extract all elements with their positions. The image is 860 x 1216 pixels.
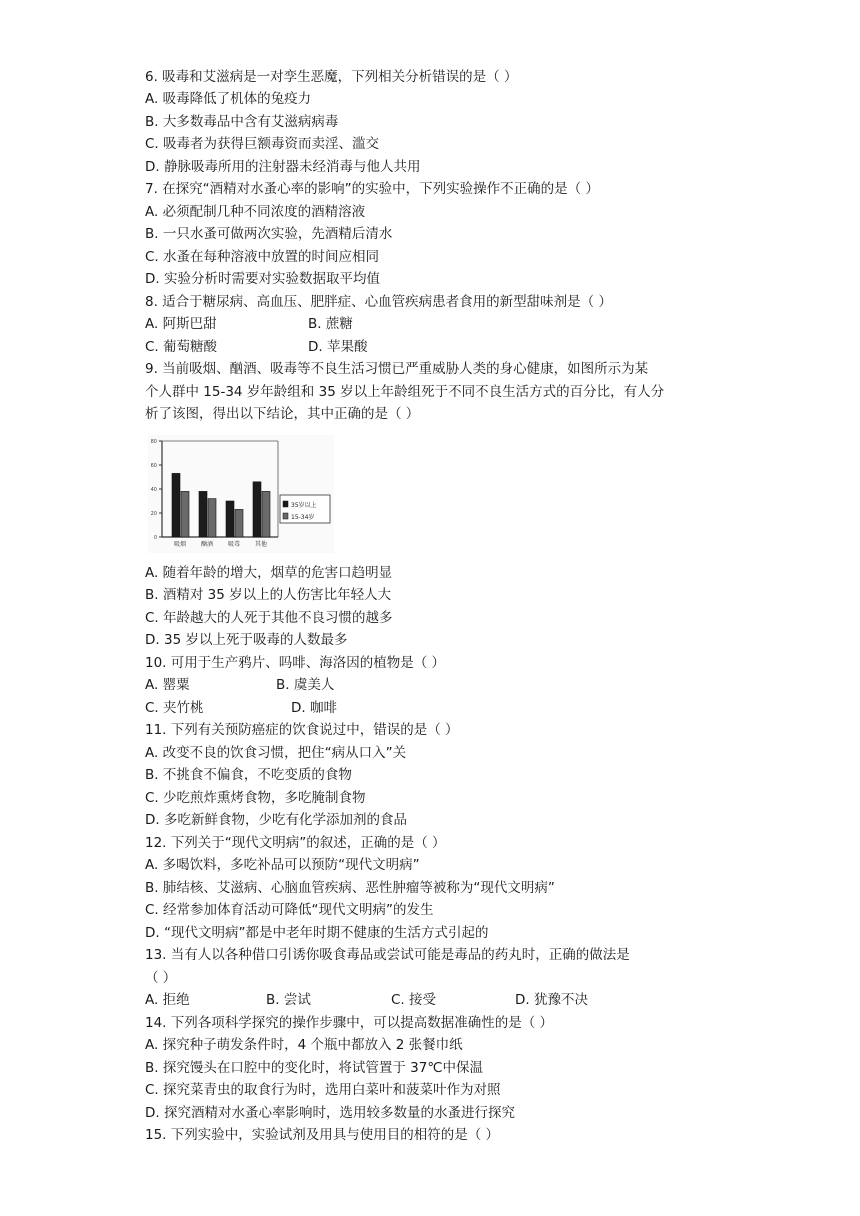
chart-bar xyxy=(199,491,207,537)
question-15-stem: 15. 下列实验中，实验试剂及用具与使用目的相符的是（ ） xyxy=(145,1127,500,1143)
question-9-option-b: B. 酒精对 35 岁以上的人伤害比年轻人大 xyxy=(145,587,392,603)
chart-y-tick-label: 40 xyxy=(150,487,157,493)
chart-y-tick-label: 20 xyxy=(150,511,157,517)
death-percentage-bar-chart xyxy=(148,435,334,553)
question-10-option-a: A. 罂粟 xyxy=(145,677,190,693)
question-7-stem: 7. 在探究“酒精对水蚤心率的影响”的实验中，下列实验操作不正确的是（ ） xyxy=(145,181,599,197)
question-11-option-c: C. 少吃煎炸熏烤食物，多吃腌制食物 xyxy=(145,790,366,806)
chart-legend-label: 15-34岁 xyxy=(291,514,315,521)
question-9-stem-line-1: 9. 当前吸烟、酗酒、吸毒等不良生活习惯已严重威胁人类的身心健康，如图所示为某 xyxy=(145,361,649,377)
chart-legend-swatch xyxy=(283,513,288,519)
question-13-stem-line-2: （ ） xyxy=(145,970,177,986)
question-7-option-d: D. 实验分析时需要对实验数据取平均值 xyxy=(145,271,380,287)
question-9-option-a: A. 随着年龄的增大，烟草的危害口趋明显 xyxy=(145,565,393,581)
question-12-option-b: B. 肺结核、艾滋病、心脑血管疾病、恶性肿瘤等被称为“现代文明病” xyxy=(145,880,555,896)
question-11-option-d: D. 多吃新鲜食物，少吃有化学添加剂的食品 xyxy=(145,812,407,828)
chart-bar xyxy=(253,482,261,537)
question-14-option-c: C. 探究菜青虫的取食行为时，选用白菜叶和菠菜叶作为对照 xyxy=(145,1082,501,1098)
question-8-option-a: A. 阿斯巴甜 xyxy=(145,316,217,332)
chart-category-label: 吸烟 xyxy=(173,541,187,548)
question-10-option-c: C. 夹竹桃 xyxy=(145,700,204,716)
question-9-option-d: D. 35 岁以上死于吸毒的人数最多 xyxy=(145,632,348,648)
question-11-stem: 11. 下列有关预防癌症的饮食说过中，错误的是（ ） xyxy=(145,722,459,738)
question-8-option-c: C. 葡萄糖酸 xyxy=(145,339,218,355)
question-10-stem: 10. 可用于生产鸦片、吗啡、海洛因的植物是（ ） xyxy=(145,655,446,671)
question-11-option-a: A. 改变不良的饮食习惯，把住“病从口入”关 xyxy=(145,745,407,761)
question-7-option-b: B. 一只水蚤可做两次实验，先酒精后清水 xyxy=(145,226,393,242)
chart-y-tick-label: 0 xyxy=(153,535,157,541)
question-14-stem: 14. 下列各项科学探究的操作步骤中，可以提高数据准确性的是（ ） xyxy=(145,1015,554,1031)
chart-bar xyxy=(172,473,180,537)
question-7-option-a: A. 必须配制几种不同浓度的酒精溶液 xyxy=(145,204,366,220)
question-7-option-c: C. 水蚤在每种溶液中放置的时间应相同 xyxy=(145,249,380,265)
question-12-option-a: A. 多喝饮料，多吃补品可以预防“现代文明病” xyxy=(145,857,420,873)
chart-legend-swatch xyxy=(283,501,288,507)
question-13-option-b: B. 尝试 xyxy=(266,992,311,1008)
question-10-option-d: D. 咖啡 xyxy=(291,700,337,716)
chart-bar xyxy=(208,499,216,537)
question-9-stem-line-2: 个人群中 15-34 岁年龄组和 35 岁以上年龄组死于不同不良生活方式的百分比，有人分 xyxy=(145,384,665,400)
question-6-stem: 6. 吸毒和艾滋病是一对孪生恶魔，下列相关分析错误的是（ ） xyxy=(145,69,518,85)
question-8-option-b: B. 蔗糖 xyxy=(308,316,353,332)
question-10-option-b: B. 虞美人 xyxy=(276,677,335,693)
chart-y-tick-label: 60 xyxy=(150,463,157,469)
chart-bar xyxy=(235,509,243,537)
question-13-option-c: C. 接受 xyxy=(391,992,437,1008)
chart-category-label: 其他 xyxy=(254,541,268,548)
chart-category-label: 吸毒 xyxy=(227,541,241,548)
question-14-option-a: A. 探究种子萌发条件时，4 个瓶中都放入 2 张餐巾纸 xyxy=(145,1037,463,1053)
question-13-option-d: D. 犹豫不决 xyxy=(515,992,588,1008)
question-12-stem: 12. 下列关于“现代文明病”的叙述，正确的是（ ） xyxy=(145,835,446,851)
question-13-option-a: A. 拒绝 xyxy=(145,992,190,1008)
chart-legend-label: 35岁以上 xyxy=(291,502,317,509)
chart-category-label: 酗酒 xyxy=(200,541,214,548)
chart-y-tick-label: 80 xyxy=(150,439,157,445)
chart-bar xyxy=(226,501,234,537)
question-6-option-c: C. 吸毒者为获得巨额毒资而卖淫、滥交 xyxy=(145,136,380,152)
question-12-option-c: C. 经常参加体育活动可降低“现代文明病”的发生 xyxy=(145,902,434,918)
question-9-stem-line-3: 析了该图，得出以下结论，其中正确的是（ ） xyxy=(145,406,420,422)
chart-bar xyxy=(262,491,270,537)
question-8-option-d: D. 苹果酸 xyxy=(308,339,368,355)
question-14-option-d: D. 探究酒精对水蚤心率影响时，选用较多数量的水蚤进行探究 xyxy=(145,1105,515,1121)
question-9-option-c: C. 年龄越大的人死于其他不良习惯的越多 xyxy=(145,610,393,626)
question-12-option-d: D. “现代文明病”都是中老年时期不健康的生活方式引起的 xyxy=(145,925,489,941)
question-8-stem: 8. 适合于糖尿病、高血压、肥胖症、心血管疾病患者食用的新型甜味剂是（ ） xyxy=(145,294,612,310)
question-11-option-b: B. 不挑食不偏食，不吃变质的食物 xyxy=(145,767,352,783)
chart-bar xyxy=(181,491,189,537)
question-14-option-b: B. 探究馒头在口腔中的变化时，将试管置于 37℃中保温 xyxy=(145,1060,483,1076)
question-13-stem-line-1: 13. 当有人以各种借口引诱你吸食毒品或尝试可能是毒品的药丸时，正确的做法是 xyxy=(145,947,630,963)
question-6-option-a: A. 吸毒降低了机体的兔疫力 xyxy=(145,91,312,107)
question-6-option-b: B. 大多数毒品中含有艾滋病病毒 xyxy=(145,114,339,130)
question-6-option-d: D. 静脉吸毒所用的注射器未经消毒与他人共用 xyxy=(145,159,421,175)
